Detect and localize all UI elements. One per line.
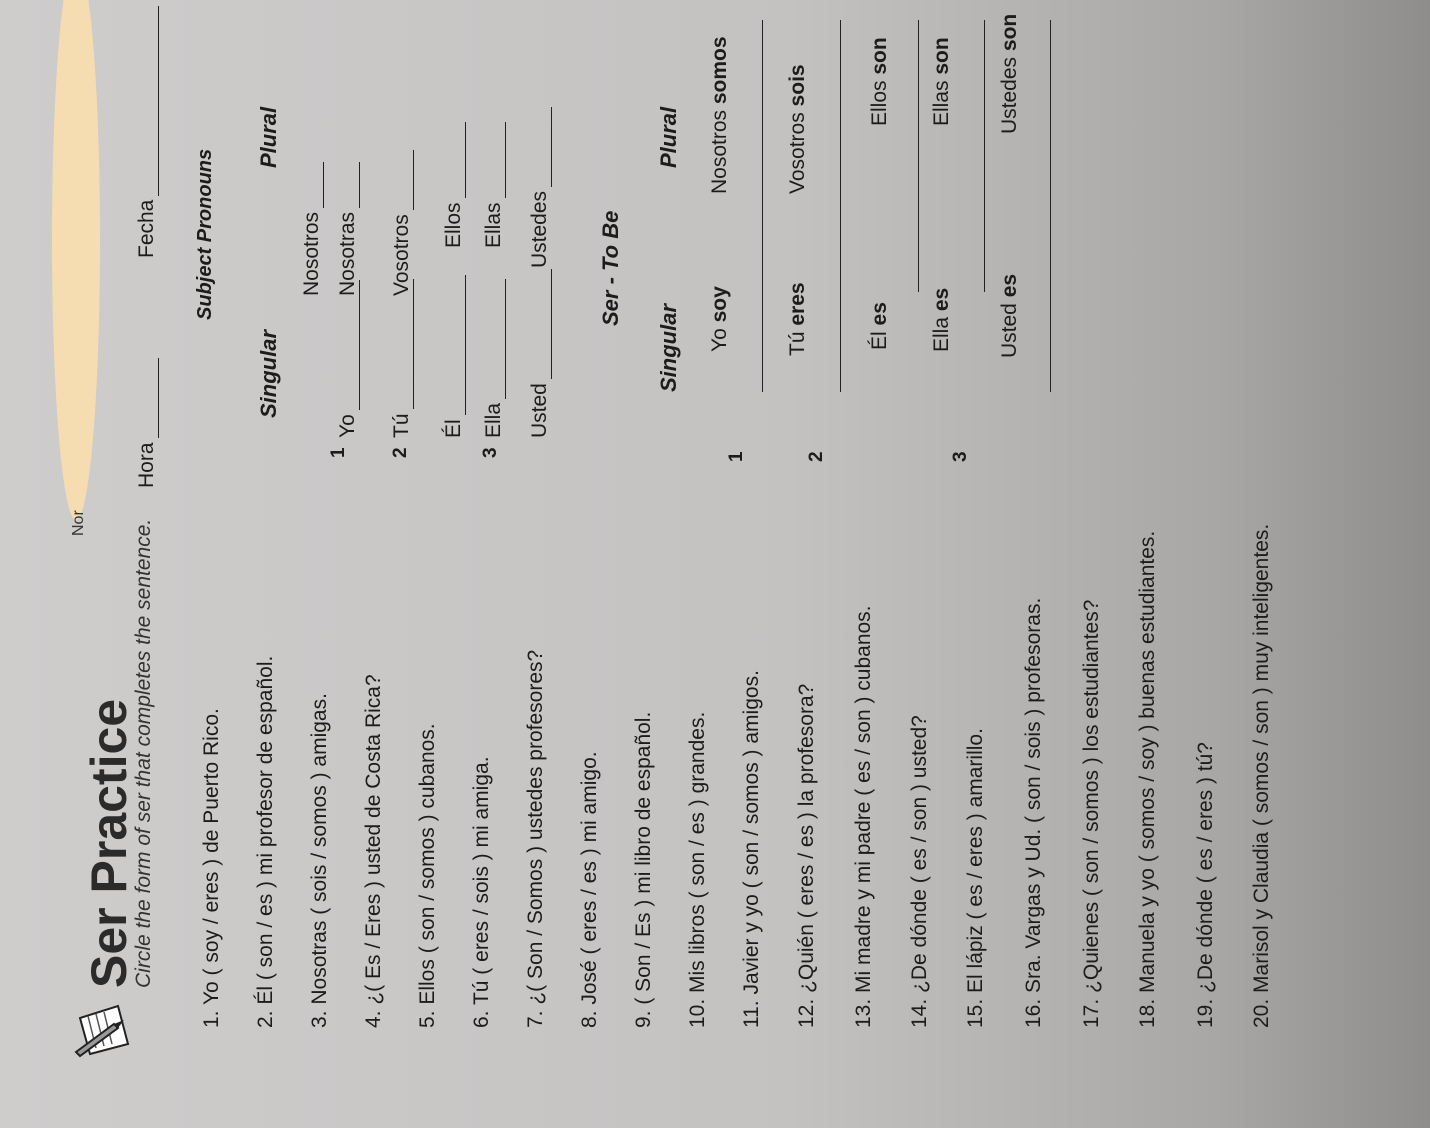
- ser-singular-usted: Usted es: [998, 273, 1021, 358]
- sp-blank[interactable]: [323, 162, 324, 208]
- ser-singular-el: Él es: [868, 302, 891, 350]
- sp-singular-usted: Usted: [528, 269, 552, 438]
- sp-blank[interactable]: [413, 150, 414, 210]
- question-8: 8. José ( eres / es ) mi amigo.: [578, 751, 601, 1028]
- question-6: 6. Tú ( eres / sois ) mi amiga.: [470, 756, 493, 1028]
- sp-singular-el: Él: [442, 275, 466, 438]
- page-title: Ser Practice: [81, 698, 137, 988]
- question-1: 1. Yo ( soy / eres ) de Puerto Rico.: [200, 708, 223, 1028]
- hora-field: [135, 358, 159, 488]
- ser-row-divider: [918, 20, 919, 292]
- sp-blank[interactable]: [551, 269, 552, 379]
- sp-singular-yo: Yo: [336, 280, 360, 438]
- ser-plural-ellos: Ellos son: [868, 37, 891, 126]
- question-20: 20. Marisol y Claudia ( somos / son ) muy inteligentes.: [1250, 523, 1273, 1028]
- fecha-field: [135, 6, 159, 258]
- ser-plural-nosotros: Nosotros somos: [708, 36, 731, 194]
- sp-plural-ustedes: Ustedes: [528, 107, 552, 268]
- question-10: 10. Mis libros ( son / es ) grandes.: [686, 711, 709, 1028]
- ser-row-divider: [840, 20, 841, 392]
- sp-plural-vosotros: Vosotros: [390, 150, 414, 296]
- question-15: 15. El lápiz ( es / eres ) amarillo.: [964, 728, 987, 1028]
- ser-singular-tu: Tú eres: [786, 282, 809, 356]
- ser-singular-ella: Ella es: [930, 287, 953, 352]
- sp-plural-nosotros: Nosotros: [300, 162, 324, 296]
- sp-blank[interactable]: [359, 280, 360, 410]
- hora-label: Hora: [135, 442, 158, 488]
- sp-singular-ella: Ella: [482, 279, 506, 438]
- question-13: 13. Mi madre y mi padre ( es / son ) cubanos.: [852, 605, 875, 1028]
- ser-plural-vosotros: Vosotros sois: [786, 64, 809, 194]
- question-18: 18. Manuela y yo ( somos / soy ) buenas estudiantes.: [1136, 530, 1159, 1028]
- ser-plural-ustedes: Ustedes son: [998, 13, 1021, 134]
- sp-plural-ellos: Ellos: [442, 122, 466, 248]
- sp-plural-nosotras: Nosotras: [336, 162, 360, 296]
- instructions: Circle the form of ser that completes the sentence.: [132, 518, 155, 988]
- sp-blank[interactable]: [465, 122, 466, 198]
- question-16: 16. Sra. Vargas y Ud. ( son / sois ) profesoras.: [1022, 597, 1045, 1028]
- redaction-blob: [52, 0, 100, 520]
- sp-blank[interactable]: [413, 279, 414, 409]
- question-11: 11. Javier y yo ( son / somos ) amigos.: [740, 670, 763, 1028]
- sp-blank[interactable]: [505, 279, 506, 399]
- ser-row-number-1: 1: [726, 451, 747, 462]
- sp-row-number-1: 1: [328, 447, 349, 458]
- question-12: 12. ¿Quién ( eres / es ) la profesora?: [795, 683, 818, 1028]
- ser-singular-yo: Yo soy: [708, 286, 731, 352]
- fecha-blank[interactable]: [158, 6, 159, 196]
- ser-table-title: Ser - To Be: [598, 210, 623, 326]
- sp-singular-header: Singular: [256, 329, 281, 418]
- ser-plural-ellas: Ellas son: [930, 37, 953, 126]
- sp-row-number-3: 3: [480, 447, 501, 458]
- ser-row-divider: [984, 20, 985, 292]
- sp-blank[interactable]: [551, 107, 552, 187]
- sp-plural-header: Plural: [256, 106, 281, 168]
- nombre-label: Nor: [70, 510, 87, 536]
- question-2: 2. Él ( son / es ) mi profesor de español.: [254, 655, 277, 1028]
- hora-blank[interactable]: [158, 358, 159, 438]
- question-14: 14. ¿De dónde ( es / son ) usted?: [908, 715, 931, 1028]
- question-7: 7. ¿( Son / Somos ) ustedes profesores?: [524, 649, 547, 1028]
- ser-row-number-3: 3: [950, 451, 971, 462]
- question-19: 19. ¿De dónde ( es / eres ) tú?: [1194, 742, 1217, 1028]
- question-3: 3. Nosotras ( sois / somos ) amigas.: [308, 693, 331, 1028]
- ser-plural-header: Plural: [656, 106, 681, 168]
- ser-row-number-2: 2: [806, 451, 827, 462]
- ser-row-divider: [762, 20, 763, 392]
- subject-pronouns-title: Subject Pronouns: [194, 148, 216, 320]
- sp-plural-ellas: Ellas: [482, 122, 506, 248]
- ser-row-divider: [1050, 20, 1051, 392]
- sp-row-number-2: 2: [390, 447, 411, 458]
- fecha-label: Fecha: [135, 199, 158, 258]
- question-17: 17. ¿Quienes ( son / somos ) los estudiantes?: [1080, 599, 1103, 1028]
- sp-blank[interactable]: [505, 122, 506, 198]
- question-5: 5. Ellos ( son / somos ) cubanos.: [416, 723, 439, 1028]
- sp-blank[interactable]: [359, 162, 360, 208]
- pencil-paper-icon: [70, 996, 136, 1062]
- sp-blank[interactable]: [465, 275, 466, 415]
- sp-singular-tu: Tú: [390, 279, 414, 438]
- question-9: 9. ( Son / Es ) mi libro de español.: [632, 711, 655, 1028]
- question-4: 4. ¿( Es / Eres ) usted de Costa Rica?: [362, 674, 385, 1028]
- ser-singular-header: Singular: [656, 303, 681, 392]
